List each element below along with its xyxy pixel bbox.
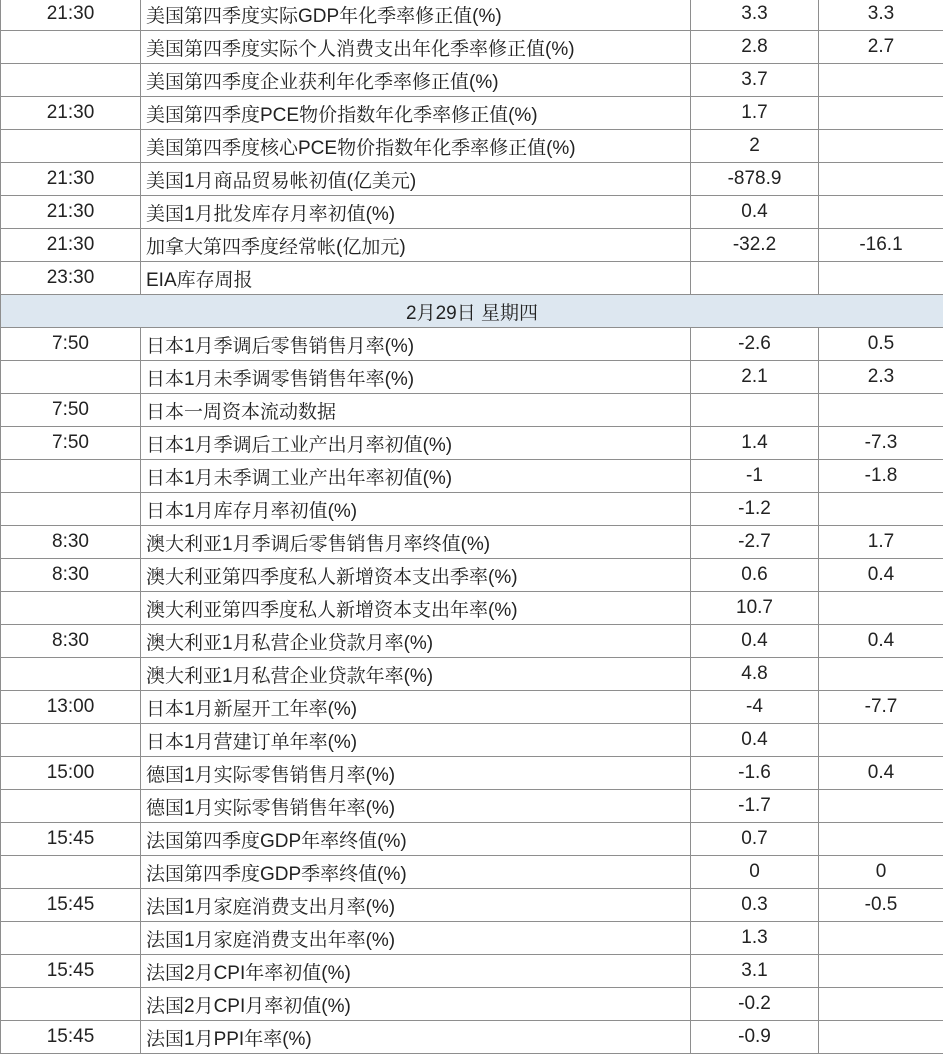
date-header: 2月29日 星期四: [1, 295, 944, 328]
table-row: [1, 493, 944, 526]
time-cell: 13:00: [1, 691, 141, 724]
previous-value-cell: -4: [691, 691, 819, 724]
table-row: [1, 394, 944, 427]
time-cell: [1, 856, 141, 889]
time-cell: [1, 460, 141, 493]
previous-value-cell: 2.1: [691, 361, 819, 394]
table-row: [1, 790, 944, 823]
forecast-value-cell: [819, 592, 944, 625]
event-cell: EIA库存周报: [141, 262, 691, 295]
event-cell: 澳大利亚1月私营企业贷款月率(%): [141, 625, 691, 658]
forecast-value-cell: [819, 724, 944, 757]
time-cell: 7:50: [1, 328, 141, 361]
forecast-value-cell: 0.5: [819, 328, 944, 361]
forecast-value-cell: [819, 790, 944, 823]
previous-value-cell: -878.9: [691, 163, 819, 196]
time-cell: 15:45: [1, 955, 141, 988]
forecast-value-cell: [819, 988, 944, 1021]
event-cell: 澳大利亚1月私营企业贷款年率(%): [141, 658, 691, 691]
forecast-value-cell: [819, 823, 944, 856]
event-cell: 美国第四季度PCE物价指数年化季率修正值(%): [141, 97, 691, 130]
forecast-value-cell: [819, 196, 944, 229]
event-cell: 美国第四季度企业获利年化季率修正值(%): [141, 64, 691, 97]
time-cell: [1, 130, 141, 163]
previous-value-cell: [691, 262, 819, 295]
time-cell: 15:45: [1, 889, 141, 922]
time-cell: [1, 988, 141, 1021]
event-cell: 法国2月CPI月率初值(%): [141, 988, 691, 1021]
time-cell: 21:30: [1, 97, 141, 130]
forecast-value-cell: 0.4: [819, 625, 944, 658]
event-cell: 澳大利亚1月季调后零售销售月率终值(%): [141, 526, 691, 559]
forecast-value-cell: [819, 493, 944, 526]
table-row: [1, 1021, 944, 1054]
event-cell: 美国第四季度核心PCE物价指数年化季率修正值(%): [141, 130, 691, 163]
previous-value-cell: -32.2: [691, 229, 819, 262]
time-cell: 15:45: [1, 1021, 141, 1054]
forecast-value-cell: [819, 1021, 944, 1054]
forecast-value-cell: 3.3: [819, 0, 944, 31]
table-row: [1, 0, 944, 31]
previous-value-cell: [691, 394, 819, 427]
time-cell: [1, 31, 141, 64]
time-cell: [1, 493, 141, 526]
previous-value-cell: 0.4: [691, 724, 819, 757]
previous-value-cell: 2: [691, 130, 819, 163]
time-cell: [1, 64, 141, 97]
previous-value-cell: -0.2: [691, 988, 819, 1021]
time-cell: [1, 922, 141, 955]
table-row: [1, 592, 944, 625]
time-cell: 21:30: [1, 163, 141, 196]
previous-value-cell: 1.7: [691, 97, 819, 130]
event-cell: 美国第四季度实际个人消费支出年化季率修正值(%): [141, 31, 691, 64]
event-cell: 澳大利亚第四季度私人新增资本支出年率(%): [141, 592, 691, 625]
time-cell: 8:30: [1, 526, 141, 559]
event-cell: 法国1月PPI年率(%): [141, 1021, 691, 1054]
event-cell: 加拿大第四季度经常帐(亿加元): [141, 229, 691, 262]
previous-value-cell: 0: [691, 856, 819, 889]
table-row: [1, 559, 944, 592]
table-row: [1, 889, 944, 922]
date-header-row: [1, 295, 944, 328]
previous-value-cell: -2.7: [691, 526, 819, 559]
forecast-value-cell: -16.1: [819, 229, 944, 262]
forecast-value-cell: 0: [819, 856, 944, 889]
event-cell: 美国1月批发库存月率初值(%): [141, 196, 691, 229]
previous-value-cell: -2.6: [691, 328, 819, 361]
previous-value-cell: 10.7: [691, 592, 819, 625]
table-row: [1, 724, 944, 757]
forecast-value-cell: [819, 658, 944, 691]
event-cell: 日本1月未季调零售销售年率(%): [141, 361, 691, 394]
previous-value-cell: 3.7: [691, 64, 819, 97]
event-cell: 法国第四季度GDP年率终值(%): [141, 823, 691, 856]
previous-value-cell: 0.4: [691, 625, 819, 658]
table-row: [1, 31, 944, 64]
time-cell: 8:30: [1, 625, 141, 658]
forecast-value-cell: 2.3: [819, 361, 944, 394]
table-row: [1, 130, 944, 163]
event-cell: 日本1月季调后工业产出月率初值(%): [141, 427, 691, 460]
table-row: [1, 955, 944, 988]
previous-value-cell: -1.6: [691, 757, 819, 790]
table-row: [1, 262, 944, 295]
table-row: [1, 691, 944, 724]
time-cell: [1, 658, 141, 691]
table-row: [1, 856, 944, 889]
forecast-value-cell: [819, 64, 944, 97]
table-row: [1, 526, 944, 559]
table-row: [1, 823, 944, 856]
forecast-value-cell: [819, 130, 944, 163]
table-row: [1, 196, 944, 229]
table-row: [1, 757, 944, 790]
time-cell: 8:30: [1, 559, 141, 592]
event-cell: 日本1月营建订单年率(%): [141, 724, 691, 757]
time-cell: 21:30: [1, 0, 141, 31]
event-cell: 日本一周资本流动数据: [141, 394, 691, 427]
table-row: [1, 64, 944, 97]
event-cell: 美国第四季度实际GDP年化季率修正值(%): [141, 0, 691, 31]
time-cell: 21:30: [1, 196, 141, 229]
forecast-value-cell: -7.7: [819, 691, 944, 724]
event-cell: 法国1月家庭消费支出年率(%): [141, 922, 691, 955]
table-row: [1, 163, 944, 196]
previous-value-cell: 1.3: [691, 922, 819, 955]
event-cell: 日本1月新屋开工年率(%): [141, 691, 691, 724]
table-row: [1, 922, 944, 955]
time-cell: 7:50: [1, 427, 141, 460]
forecast-value-cell: -1.8: [819, 460, 944, 493]
forecast-value-cell: 1.7: [819, 526, 944, 559]
previous-value-cell: -1: [691, 460, 819, 493]
previous-value-cell: 4.8: [691, 658, 819, 691]
event-cell: 法国第四季度GDP季率终值(%): [141, 856, 691, 889]
forecast-value-cell: [819, 394, 944, 427]
table-row: [1, 229, 944, 262]
table-row: [1, 988, 944, 1021]
table-row: [1, 625, 944, 658]
table-row: [1, 460, 944, 493]
event-cell: 日本1月季调后零售销售月率(%): [141, 328, 691, 361]
previous-value-cell: 2.8: [691, 31, 819, 64]
time-cell: 15:00: [1, 757, 141, 790]
table-row: [1, 97, 944, 130]
event-cell: 法国2月CPI年率初值(%): [141, 955, 691, 988]
previous-value-cell: 0.6: [691, 559, 819, 592]
table-row: [1, 427, 944, 460]
previous-value-cell: 1.4: [691, 427, 819, 460]
previous-value-cell: -1.2: [691, 493, 819, 526]
previous-value-cell: 0.4: [691, 196, 819, 229]
forecast-value-cell: 0.4: [819, 559, 944, 592]
forecast-value-cell: -0.5: [819, 889, 944, 922]
event-cell: 德国1月实际零售销售月率(%): [141, 757, 691, 790]
forecast-value-cell: 0.4: [819, 757, 944, 790]
table-row: [1, 328, 944, 361]
event-cell: 法国1月家庭消费支出月率(%): [141, 889, 691, 922]
time-cell: 23:30: [1, 262, 141, 295]
previous-value-cell: -0.9: [691, 1021, 819, 1054]
forecast-value-cell: -7.3: [819, 427, 944, 460]
previous-value-cell: 3.3: [691, 0, 819, 31]
event-cell: 日本1月未季调工业产出年率初值(%): [141, 460, 691, 493]
previous-value-cell: 0.3: [691, 889, 819, 922]
time-cell: 7:50: [1, 394, 141, 427]
forecast-value-cell: [819, 262, 944, 295]
time-cell: [1, 790, 141, 823]
time-cell: [1, 361, 141, 394]
table-row: [1, 361, 944, 394]
event-cell: 澳大利亚第四季度私人新增资本支出季率(%): [141, 559, 691, 592]
table-row: [1, 658, 944, 691]
event-cell: 美国1月商品贸易帐初值(亿美元): [141, 163, 691, 196]
calendar-body: [1, 0, 944, 1054]
forecast-value-cell: [819, 163, 944, 196]
time-cell: [1, 592, 141, 625]
previous-value-cell: -1.7: [691, 790, 819, 823]
event-cell: 德国1月实际零售销售年率(%): [141, 790, 691, 823]
time-cell: 15:45: [1, 823, 141, 856]
event-cell: 日本1月库存月率初值(%): [141, 493, 691, 526]
forecast-value-cell: [819, 922, 944, 955]
previous-value-cell: 3.1: [691, 955, 819, 988]
time-cell: 21:30: [1, 229, 141, 262]
forecast-value-cell: 2.7: [819, 31, 944, 64]
forecast-value-cell: [819, 955, 944, 988]
time-cell: [1, 724, 141, 757]
forecast-value-cell: [819, 97, 944, 130]
previous-value-cell: 0.7: [691, 823, 819, 856]
